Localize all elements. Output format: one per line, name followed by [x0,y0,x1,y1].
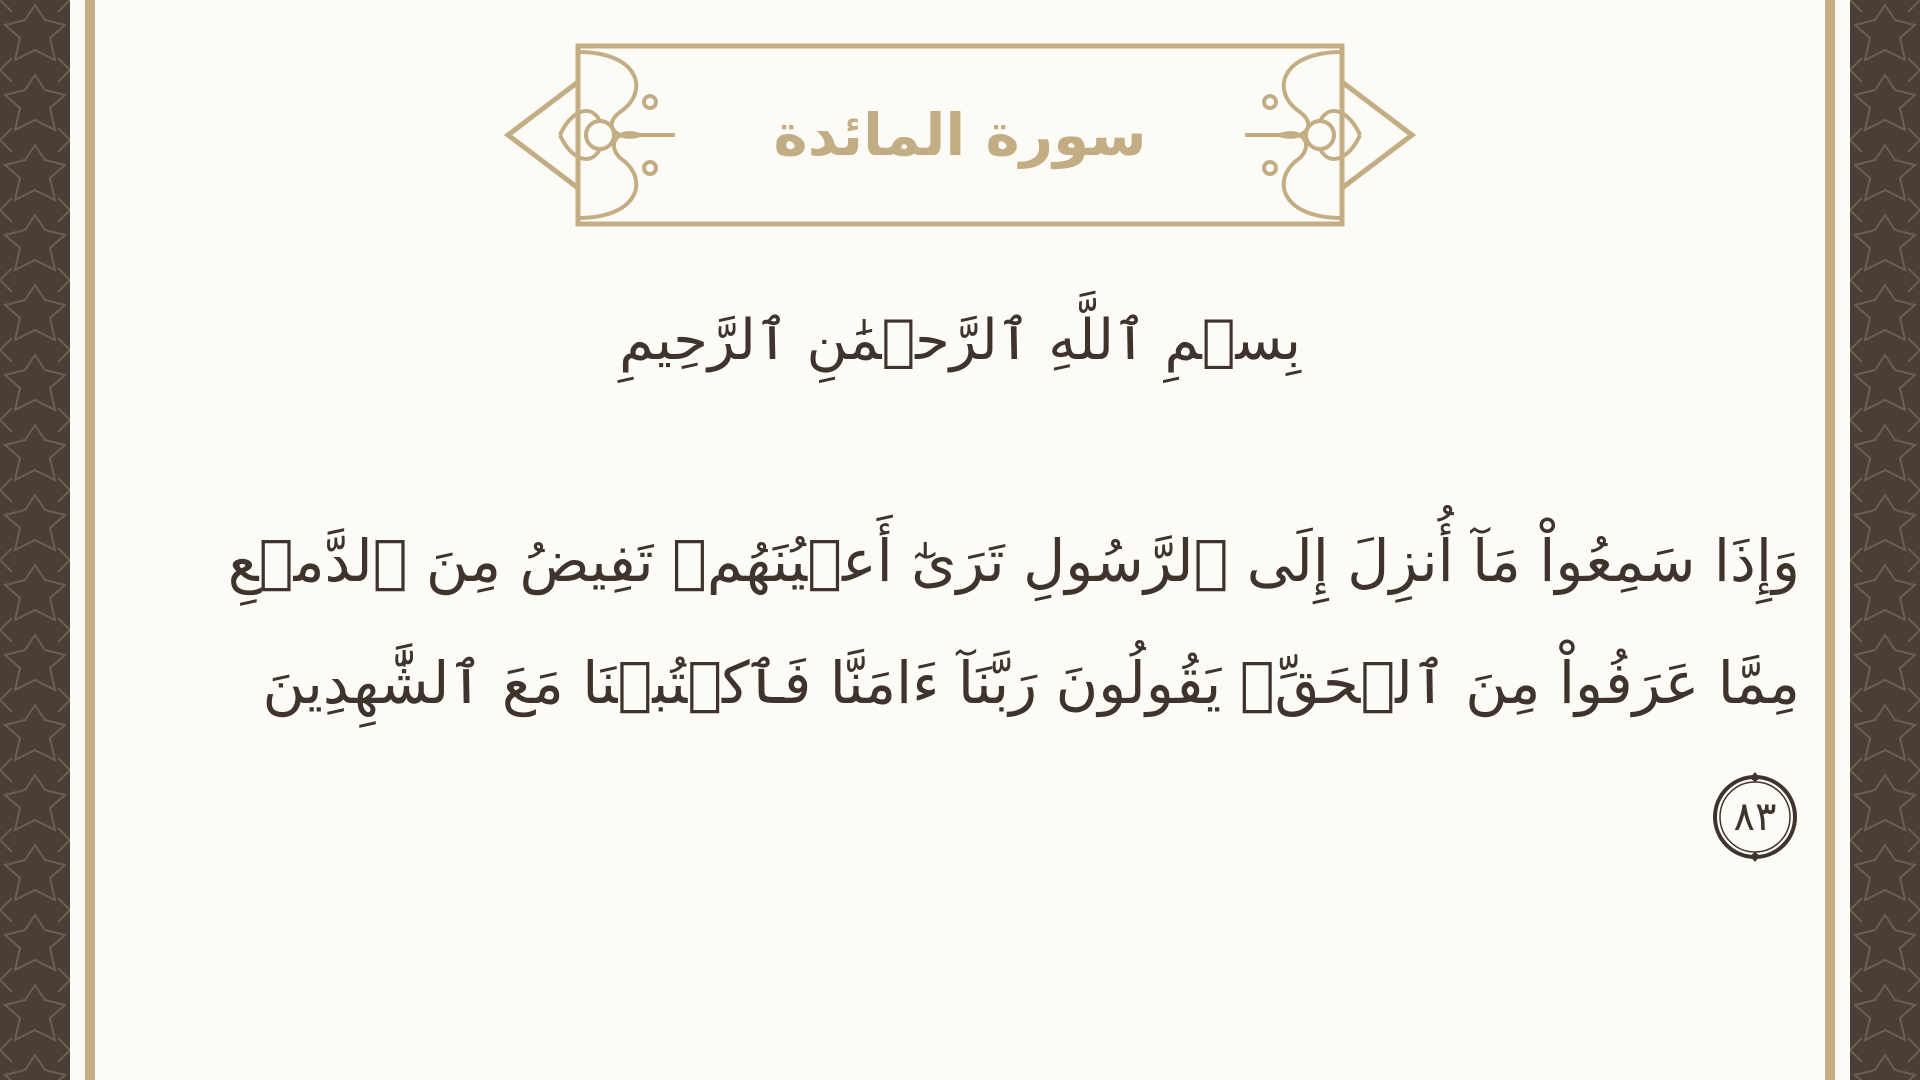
left-pattern-border [0,0,70,1080]
surah-header-banner [500,42,1420,228]
left-gold-rule [85,0,95,1080]
surah-title: سورة المائدة [773,101,1147,169]
verse-line-2: مِمَّا عَرَفُواْ مِنَ ٱلۡحَقِّۖ يَقُولُونَ رَبَّنَآ ءَامَنَّا فَٱكۡتُبۡنَا مَعَ ٱلشَّٰهِدِينَ [262,649,1800,717]
verse-line-1: وَإِذَا سَمِعُواْ مَآ أُنزِلَ إِلَى ٱلرَّسُولِ تَرَىٰٓ أَعۡيُنَهُمۡ تَفِيضُ مِنَ ٱلدَّمۡعِ [227,527,1800,595]
right-pattern-border [1850,0,1920,1080]
ayah-number: ٨٣ [1733,794,1777,840]
basmala: بِسۡمِ ٱللَّهِ ٱلرَّحۡمَٰنِ ٱلرَّحِيمِ [619,307,1301,373]
geometric-pattern-icon [1850,0,1920,1080]
verse-text [200,500,1800,744]
right-gold-rule [1825,0,1835,1080]
geometric-pattern-icon [0,0,70,1080]
ayah-marker [1708,770,1802,864]
